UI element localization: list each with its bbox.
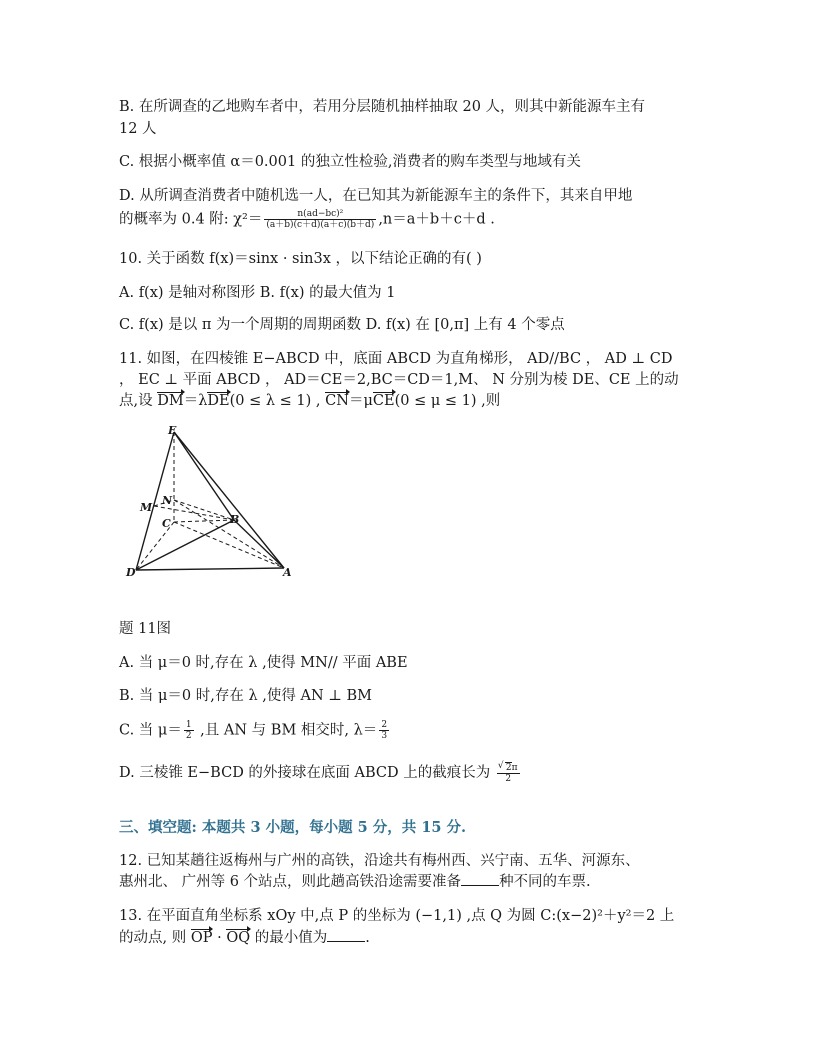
label-d: D [126, 566, 136, 579]
section-3-heading: 三、填空题: 本题共 3 小题，每小题 5 分，共 15 分. [119, 819, 467, 836]
chi-square-numerator: n(ad−bc)² [264, 209, 376, 220]
label-c: C [162, 517, 171, 530]
q11-text-e: (0 ≤ μ ≤ 1) ,则 [394, 393, 501, 409]
fraction-2-denominator: 3 [381, 731, 388, 741]
q11-text-b: ＝λ [183, 393, 208, 409]
q12-text-a: 惠州北、 广州等 6 个站点，则此趟高铁沿途需要准备 [119, 874, 462, 890]
q12-text-b: 种不同的车票. [499, 874, 591, 890]
q13-text-b: · [212, 930, 227, 946]
sqrt2-pi-numerator [497, 762, 520, 774]
q11-stem-line3 [119, 391, 500, 411]
label-e: E [168, 424, 177, 437]
fraction-two-thirds [379, 720, 389, 741]
label-a: A [283, 566, 292, 579]
vector-oq: OQ [226, 930, 251, 946]
q11-stem-line1: 11. 如图，在四棱锥 E−ABCD 中，底面 ABCD 为直角梯形， AD//BC ， AD ⊥ CD [119, 351, 673, 367]
vector-dm: DM [157, 393, 184, 409]
vector-op: OP [190, 930, 213, 946]
q11-option-c [119, 720, 391, 741]
q12-line2 [119, 872, 591, 892]
fraction-2-numerator: 2 [381, 720, 388, 730]
chi-square-denominator: (a＋b)(c＋d)(a＋c)(b＋d) [266, 220, 375, 230]
q11-figure-caption: 题 11图 [119, 621, 172, 637]
q9-option-d-line2 [119, 209, 495, 230]
vector-ce: CE [372, 393, 395, 409]
q13-line1: 13. 在平面直角坐标系 xOy 中,点 P 的坐标为 (−1,1) ,点 Q 为圆 C:(x−2)²＋y²＝2 上 [119, 908, 675, 924]
q13-text-d: . [365, 930, 370, 946]
vector-cn: CN [325, 393, 349, 409]
q11-stem-line2: ， EC ⊥ 平面 ABCD ， AD＝CE＝2,BC＝CD＝1,M、 N 分别为棱 DE、CE 上的动 [119, 372, 679, 388]
q11-text-c: (0 ≤ λ ≤ 1) , [229, 393, 326, 409]
edge-ba [234, 520, 284, 568]
q13-text-c: 的最小值为 [250, 930, 328, 946]
q9-option-d-line1: D. 从所调查消费者中随机选一人，在已知其为新能源车主的条件下，其来自甲地 [119, 188, 633, 204]
q9-option-d-text-a: 的概率为 0.4 附: χ²＝ [119, 211, 263, 228]
label-n: N [162, 494, 173, 507]
q13-text-a: 的动点, 则 [119, 930, 191, 946]
answer-blank[interactable] [327, 929, 365, 942]
edge-cb [174, 520, 234, 522]
q9-option-d-text-b: ,n＝a＋b＋c＋d . [378, 211, 495, 228]
fraction-sqrt2-pi-over-2 [497, 762, 520, 784]
q11-text-d: ＝μ [348, 393, 373, 409]
sqrt2-pi-denominator: 2 [505, 774, 512, 784]
q10-stem: 10. 关于函数 f(x)＝sinx · sin3x ，以下结论正确的有( ) [119, 251, 482, 267]
fraction-1-denominator: 2 [185, 731, 192, 741]
q11-option-a: A. 当 μ＝0 时,存在 λ ,使得 MN// 平面 ABE [119, 655, 408, 671]
edge-ca [174, 522, 284, 568]
vector-de: DE [207, 393, 230, 409]
q11-text-a: 点,设 [119, 393, 158, 409]
label-m: M [140, 501, 153, 514]
fraction-one-half [184, 720, 194, 741]
q11-option-c-text-a: C. 当 μ＝ [119, 722, 182, 739]
chi-square-fraction [264, 209, 376, 230]
sqrt-radicand: √ 2 [505, 762, 512, 773]
segment-na [174, 500, 284, 568]
q9-option-c: C. 根据小概率值 α＝0.001 的独立性检验,消费者的购车类型与地域有关 [119, 154, 581, 170]
q11-option-d [119, 762, 522, 784]
pi-symbol: π [511, 763, 518, 773]
label-b: B [230, 513, 240, 526]
q11-option-c-text-b: ,且 AN 与 BM 相交时, λ＝ [195, 722, 378, 739]
q9-option-b-line1: B. 在所调查的乙地购车者中，若用分层随机抽样抽取 20 人，则其中新能源车主有 [119, 99, 646, 115]
pyramid-figure [118, 420, 308, 580]
edge-ea [174, 432, 284, 568]
q11-option-b: B. 当 μ＝0 时,存在 λ ,使得 AN ⊥ BM [119, 688, 372, 704]
answer-blank[interactable] [461, 873, 499, 886]
q12-line1: 12. 已知某趟往返梅州与广州的高铁，沿途共有梅州西、兴宁南、五华、河源东、 [119, 853, 640, 869]
q11-option-d-text: D. 三棱锥 E−BCD 的外接球在底面 ABCD 上的截痕长为 [119, 765, 495, 781]
q13-line2 [119, 928, 370, 948]
fraction-1-numerator: 1 [185, 720, 192, 730]
q9-option-b-line2: 12 人 [119, 121, 157, 137]
edge-da [136, 568, 284, 570]
q10-options-ab: A. f(x) 是轴对称图形 B. f(x) 的最大值为 1 [119, 285, 396, 301]
edge-eb [174, 432, 234, 520]
segment-nb [174, 500, 234, 520]
q10-options-cd: C. f(x) 是以 π 为一个周期的周期函数 D. f(x) 在 [0,π] 上有 4 个零点 [119, 317, 565, 333]
